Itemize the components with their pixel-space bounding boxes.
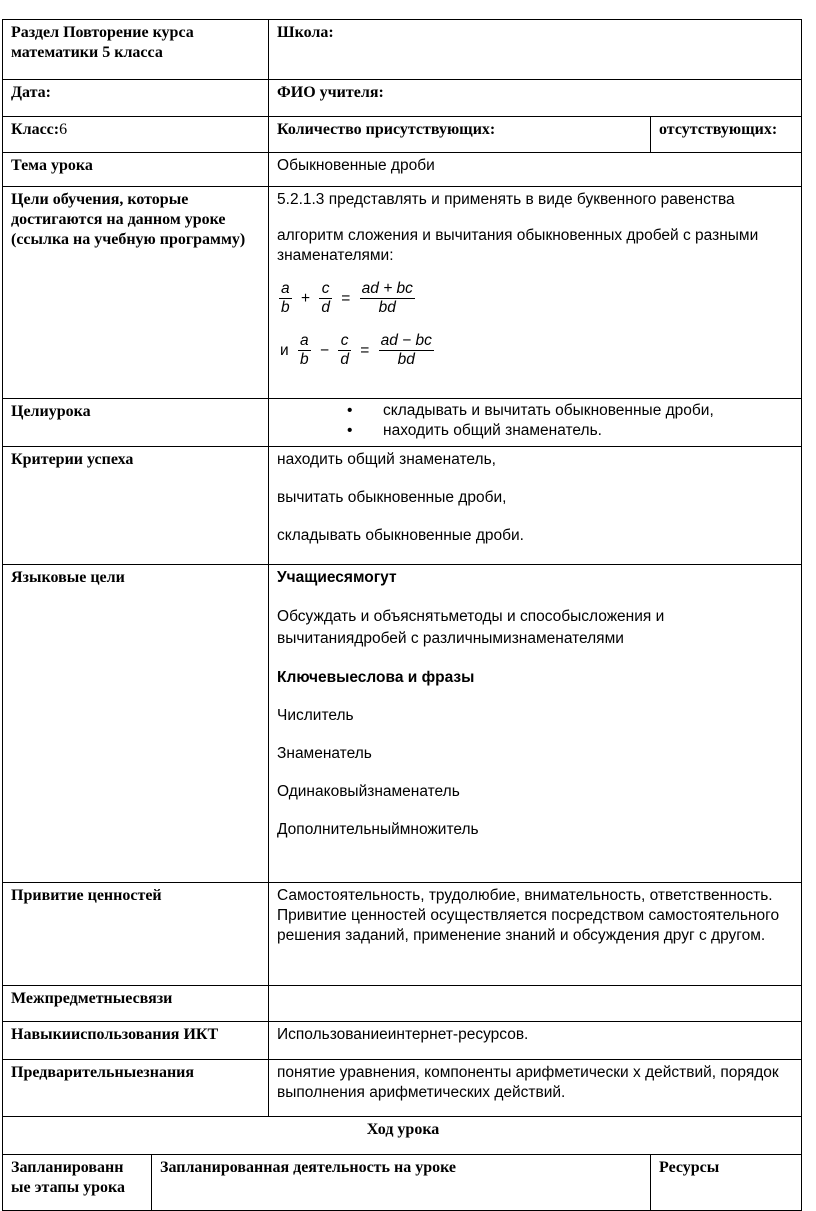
objectives-cell <box>269 187 802 399</box>
keywords-heading: Ключевыеслова и фразы <box>277 669 475 686</box>
lesson-plan-table <box>2 19 802 1211</box>
lesson-goals-cell <box>269 399 802 447</box>
prior-label: Предварительныезнания <box>3 1060 269 1117</box>
resources-header: Ресурсы <box>651 1155 802 1211</box>
section-label: Раздел Повторение курса математики 5 класса <box>3 20 269 80</box>
keyword: Одинаковыйзнаменатель <box>277 783 460 800</box>
stages-header: Запланированн ые этапы урока <box>3 1155 152 1211</box>
row-lesson-goals <box>3 399 802 447</box>
list-item: • находить общий знаменатель. <box>347 421 795 441</box>
lesson-goals-list <box>277 401 795 441</box>
topic-value: Обыкновенные дроби <box>269 153 802 187</box>
topic-label: Тема урока <box>3 153 269 187</box>
row-objectives <box>3 187 802 399</box>
row-section <box>3 20 802 80</box>
cross-label: Межпредметныесвязи <box>3 986 269 1022</box>
language-cell <box>269 565 802 883</box>
objective-algorithm-line: алгоритм сложения и вычитания обыкновенных дробей с разными знаменателями: <box>277 227 759 264</box>
formula-sum: $\frac{a}{b}$ + $\frac{c}{d}$ = $\frac{ad + bc}{bd}$ <box>281 280 413 316</box>
row-prior <box>3 1060 802 1117</box>
frac-c-d-2: $\frac{c}{d}$ <box>340 332 349 368</box>
row-language <box>3 565 802 883</box>
class-label: Класс: <box>11 121 60 138</box>
prior-value: понятие уравнения, компоненты арифметически х действий, порядок выполнения арифметических действий. <box>269 1060 802 1117</box>
language-label: Языковые цели <box>3 565 269 883</box>
formula-diff: и $\frac{a}{b}$ − $\frac{c}{d}$ = $\frac{ad - bc}{bd}$ <box>280 332 432 368</box>
students-can-heading: Учащиесямогут <box>277 569 397 586</box>
lesson-goals-label: Целиурока <box>3 399 269 447</box>
row-progress <box>3 1117 802 1155</box>
progress-title: Ход урока <box>3 1117 802 1155</box>
criteria-item: складывать обыкновенные дроби. <box>277 527 524 544</box>
values-label: Привитие ценностей <box>3 883 269 986</box>
criteria-label: Критерии успеха <box>3 447 269 565</box>
date-label: Дата: <box>3 80 269 117</box>
row-values <box>3 883 802 986</box>
frac-a-b: $\frac{a}{b}$ <box>281 280 290 316</box>
present-label: Количество присутствующих: <box>269 117 651 153</box>
criteria-cell <box>269 447 802 565</box>
absent-label: отсутствующих: <box>651 117 802 153</box>
criteria-item: находить общий знаменатель, <box>277 451 496 468</box>
discuss-text: Обсуждать и объяснятьметоды и способысложения и вычитаниядробей с различнымизнаменателями <box>277 608 665 647</box>
cross-value <box>269 986 802 1022</box>
list-item: • складывать и вычитать обыкновенные дроби, <box>347 401 795 421</box>
row-planned <box>3 1155 802 1211</box>
frac-a-b-2: $\frac{a}{b}$ <box>300 332 309 368</box>
row-ict <box>3 1022 802 1060</box>
school-label: Школа: <box>269 20 802 80</box>
row-topic <box>3 153 802 187</box>
ict-value: Использованиеинтернет-ресурсов. <box>269 1022 802 1060</box>
row-class <box>3 117 802 153</box>
row-cross <box>3 986 802 1022</box>
objectives-label: Цели обучения, которые достигаются на данном уроке (ссылка на учебную программу) <box>3 187 269 399</box>
row-date <box>3 80 802 117</box>
class-value: 6 <box>59 121 68 138</box>
class-cell <box>3 117 269 153</box>
criteria-item: вычитать обыкновенные дроби, <box>277 489 507 506</box>
frac-c-d: $\frac{c}{d}$ <box>321 280 330 316</box>
values-text: Самостоятельность, трудолюбие, внимательность, ответственность. Привитие ценностей осуществляется посредством самостоятельного решения заданий, применение знаний и обсуждения друг с другом. <box>269 883 802 986</box>
teacher-label: ФИО учителя: <box>269 80 802 117</box>
keyword: Числитель <box>277 707 354 724</box>
keyword: Дополнительныймножитель <box>277 821 479 838</box>
row-criteria <box>3 447 802 565</box>
frac-diff-result: $\frac{ad - bc}{bd}$ <box>380 332 432 368</box>
keyword: Знаменатель <box>277 745 372 762</box>
ict-label: Навыкииспользования ИКТ <box>3 1022 269 1060</box>
objective-code-line: 5.2.1.3 представлять и применять в виде буквенного равенства <box>277 191 735 208</box>
frac-sum-result: $\frac{ad + bc}{bd}$ <box>361 280 413 316</box>
activity-header: Запланированная деятельность на уроке <box>152 1155 651 1211</box>
